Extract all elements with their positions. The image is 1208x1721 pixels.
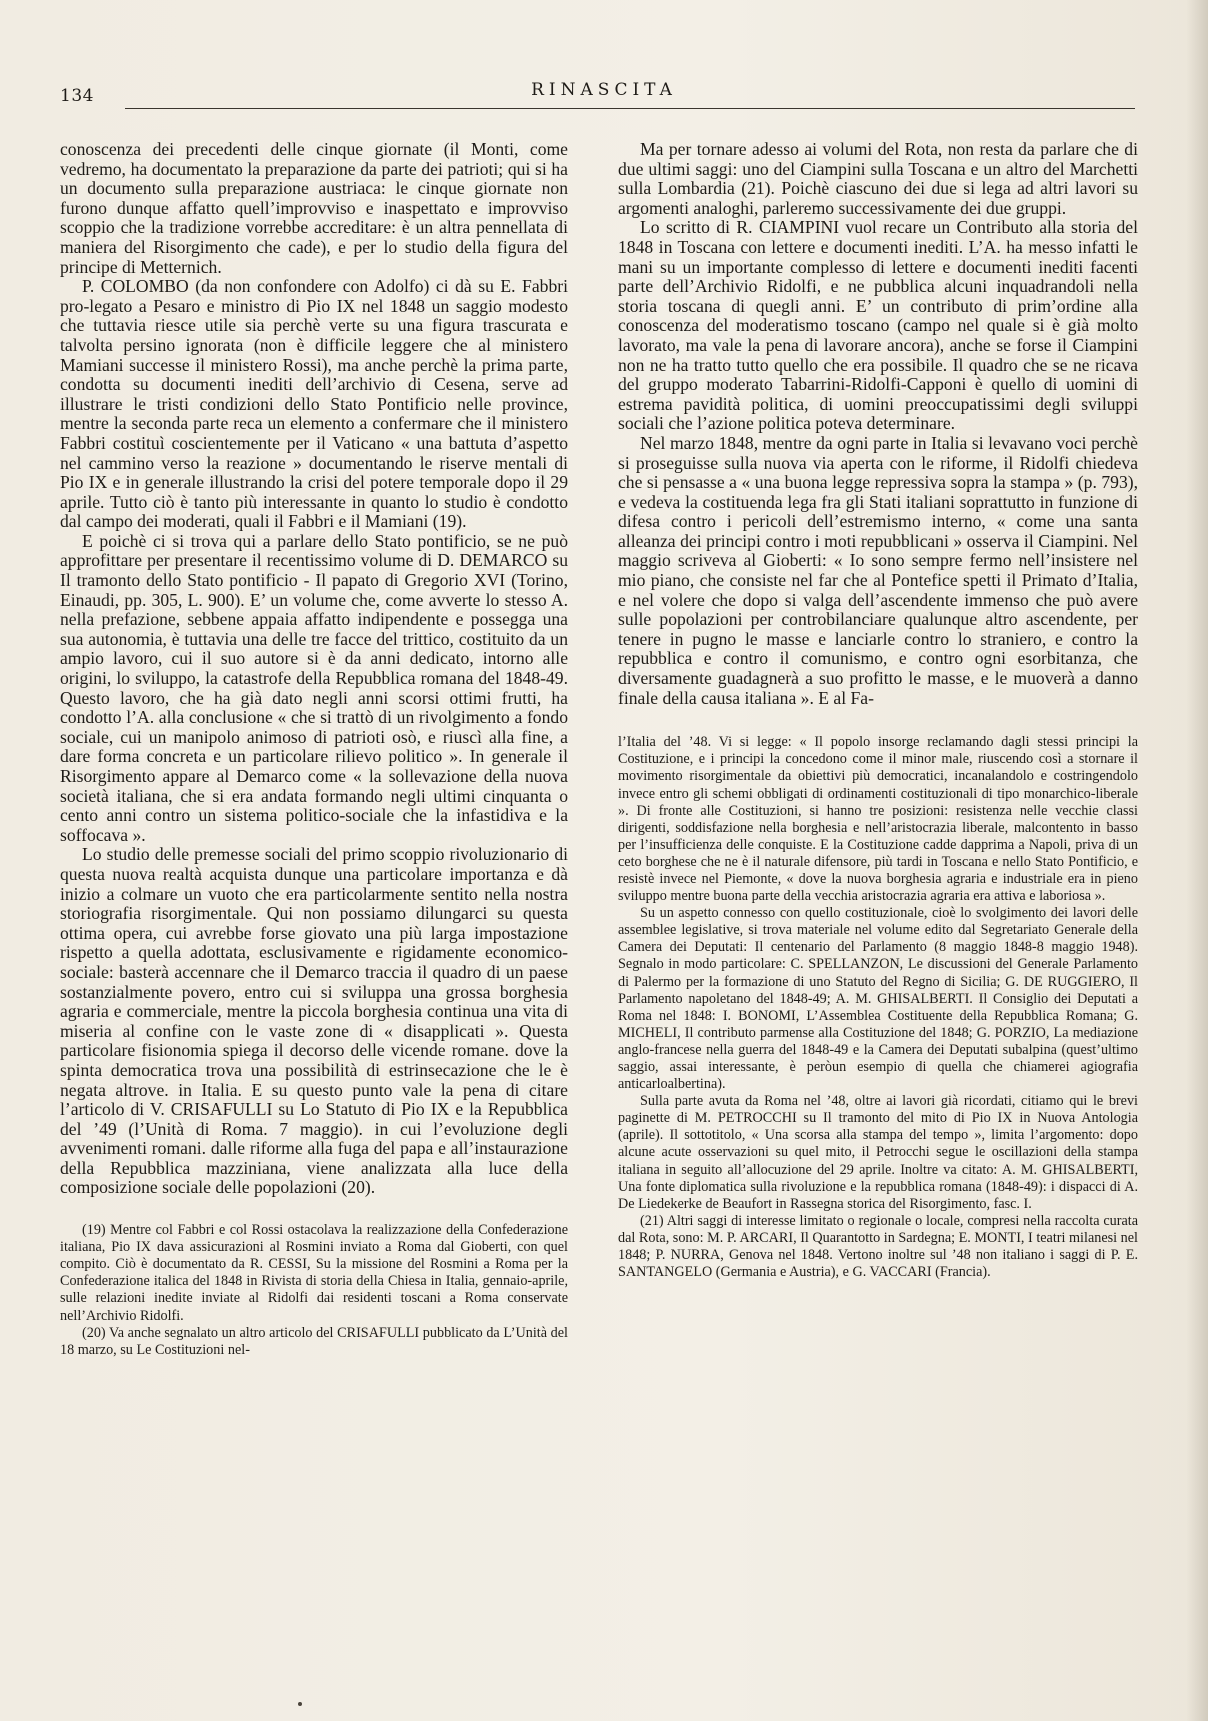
paragraph: Ma per tornare adesso ai volumi del Rota, non resta da parlare che di due ultimi saggi: uno del Ciampini sulla Toscana e un altro del Marchetti sulla Lombardia (21). Poichè ciascuno dei due si lega ad altri lavori su argomenti analoghi, parleremo successivamente dei due gruppi. [618,139,1138,218]
binding-shadow [1186,0,1208,1721]
printer-mark [298,1702,302,1706]
left-column [60,140,568,1359]
paragraph: Lo studio delle premesse sociali del primo scoppio rivoluzionario di questa nuova realtà acquista dunque una particolare importanza e dà inizio a colmare un vuoto che era particolarmente sentito nella nostra storiografia risorgimentale. Qui non possiamo dilungarci su questa ottima opera, cui avrebbe forse giovato una più larga impostazione rispetto a quella adottata, esclusivamente e rigidamente economico-sociale: basterà accennare che il Demarco traccia il quadro di un paese sostanzialmente povero, entro cui si sviluppa una grossa borghesia agraria e commerciale, mentre la piccola borghesia continua una vita di miseria al confine con le vaste zone di « disapplicati ». Questa particolare fisionomia spiega il decorso delle vicende romane. dove la spinta democratica trova una possibilità di estrinsecazione che le è negata altrove. in Italia. E su questo punto vale la pena di citare l’articolo di V. CRISAFULLI su Lo Statuto di Pio IX e la Repubblica del ’49 (l’Unità di Roma. 7 maggio). in cui l’evoluzione degli avvenimenti romani. dalle riforme alla fuga del papa e all’instaurazione della Repubblica mazziniana, viene analizzata alla luce della composizione sociale delle popolazioni (20). [60,844,568,1198]
footnote-paragraph: Su un aspetto connesso con quello costituzionale, cioè lo svolgimento dei lavori delle assemblee legislative, si trova materiale nel volume edito dal Segretariato Generale della Camera dei Deputati: Il centenario del Parlamento (8 maggio 1848-8 maggio 1948). Segnalo in modo particolare: C. SPELLANZON, Le discussioni del Generale Parlamento di Palermo per la formazione di uno Statuto del Regno di Sicilia; G. DE RUGGIERO, Il Parlamento napoletano del 1848-49; A. M. GHISALBERTI. Il Consiglio dei Deputati a Roma nel 1848: I. BONOMI, L’Assemblea Costituente della Repubblica Romana; G. MICHELI, Il contributo parmense alla Costituzione del 1848; G. PORZIO, La mediazione anglo-francese nella guerra del 1848-49 e la Camera dei Deputati subalpina (quest’ultimo saggio, assai interessante, è peròun esempio di quella che chiamerei agiografia anticarloalbertina). [618,905,1138,1093]
footnotes-right [618,734,1138,1281]
footnote-paragraph: Sulla parte avuta da Roma nel ’48, oltre ai lavori già ricordati, citiamo qui le brevi paginette di M. PETROCCHI su Il tramonto del mito di Pio IX in Nuova Antologia (aprile). Il sottotitolo, « Una scorsa alla stampa del tempo », limita l’argomento: dopo alcune acute osservazioni su quel mito, il Petrocchi segue le oscillazioni della stampa italiana in seguito all’allocuzione del 29 aprile. Inoltre va citato: A. M. GHISALBERTI, Una fonte diplomatica sulla rivoluzione e la repubblica romana (1848-49): i dispacci di A. De Liedekerke de Beaufort in Rassegna storica del Risorgimento, fasc. I. [618,1093,1138,1212]
footnote-20-continued: l’Italia del ’48. Vi si legge: « Il popolo insorge reclamando dagli stessi principi la Costituzione, e i principi la concedono come il minor male, riuscendo così a stornare il movimento risorgimentale da obiettivi più democratici, incanalandolo e costringendolo invece entro gli schemi obbligati di ordinamenti costituzionali di tipo monarchico-liberale ». Di fronte alle Costituzioni, si hanno tre posizioni: resistenza nelle vecchie classi dirigenti, soddisfazione nella borghesia e nell’aristocrazia liberale, malcontento in basso per l’insufficienza delle conquiste. E la Costituzione cadde dapprima a Napoli, priva di un ceto borghese che ne è il naturale difensore, più tardi in Toscana e nello Stato Pontificio, e resistè invece nel Piemonte, « dove la nuova borghesia agraria e industriale era in pieno sviluppo mentre buona parte della vecchia aristocrazia agraria era attiva e laboriosa ». [618,734,1138,905]
footnote-20: (20) Va anche segnalato un altro articolo del CRISAFULLI pubblicato da L’Unità del 18 marzo, su Le Costituzioni nel- [60,1324,568,1358]
header-rule [125,108,1135,109]
paragraph: Lo scritto di R. CIAMPINI vuol recare un Contributo alla storia del 1848 in Toscana con lettere e documenti inediti. L’A. ha messo infatti le mani su un importante complesso di lettere e documenti inediti facenti parte dell’Archivio Ridolfi, e ne pubblica alcuni inquadrandoli nella storia toscana di quegli anni. E’ un contributo di prim’ordine alla conoscenza del moderatismo toscano (campo nel quale si è già molto lavorato, ma vale la pena di lavorare ancora), anche se forse il Ciampini non ne ha tratto tutto quello che era possibile. Il quadro che se ne ricava del gruppo moderato Tabarrini-Ridolfi-Capponi è quello di uomini di estrema pavidità politica, di uomini preoccupatissimi degli sviluppi sociali che l’azione politica poteva determinare. [618,217,1138,434]
running-title: RINASCITA [531,80,677,100]
footnote-21: (21) Altri saggi di interesse limitato o regionale o locale, compresi nella raccolta curata dal Rota, sono: M. P. ARCARI, Il Quarantotto in Sardegna; E. MONTI, I teatri milanesi nel 1848; P. NURRA, Genova nel 1848. Vertono inoltre sul ’48 non italiano i saggi di P. E. SANTANGELO (Germania e Austria), e G. VACCARI (Francia). [618,1212,1138,1281]
page-number: 134 [60,86,94,106]
right-column [618,140,1138,1281]
paragraph: P. COLOMBO (da non confondere con Adolfo) ci dà su E. Fabbri pro-legato a Pesaro e ministro di Pio IX nel 1848 un saggio modesto che tuttavia riesce utile sia perchè verte su una figura trascurata e talvolta persino ignorata (non è difficile leggere che al ministero Mamiani successe il ministero Rossi), ma anche perchè la prima parte, condotta su documenti inediti dell’archivio di Cesena, serve ad illustrare le tristi condizioni dello Stato Pontificio nelle province, mentre la seconda parte reca un elemento a confermare che il ministero Fabbri costituì coscientemente per il Vaticano « una battuta d’aspetto nel cammino verso la reazione » documentando le riserve mentali di Pio IX e in generale illustrando la crisi del potere temporale dopo il 29 aprile. Tutto ciò è tanto più interessante in quanto lo studio è condotto dal campo dei moderati, quali il Fabbri e il Mamiani (19). [60,276,568,532]
footnotes-left [60,1222,568,1359]
paragraph: E poichè ci si trova qui a parlare dello Stato pontificio, se ne può approfittare per presentare il recentissimo volume di D. DEMARCO su Il tramonto dello Stato pontificio - Il papato di Gregorio XVI (Torino, Einaudi, pp. 305, L. 900). E’ un volume che, come avverte lo stesso A. nella prefazione, sebbene appaia affatto indipendente e possegga una sua autonomia, è tuttavia una delle tre facce del trittico, costituito da un ampio lavoro, cui il suo autore si è da anni dedicato, intorno alle origini, lo sviluppo, la catastrofe della Repubblica romana del 1848-49. Questo lavoro, che ha già dato negli anni scorsi ottimi frutti, ha condotto l’A. alla conclusione « che si trattò di un rivolgimento a fondo sociale, cui un manipolo animoso di patrioti osò, e riuscì alla fine, a dare forma concreta e un particolare rilievo politico ». In generale il Risorgimento appare al Demarco come « la sollevazione della nuova società italiana, che si era andata formando negli ultimi cinquanta o cento anni contro un sistema politico-sociale che la infastidiva e la soffocava ». [60,530,568,845]
paragraph: Nel marzo 1848, mentre da ogni parte in Italia si levavano voci perchè si proseguisse sulla nuova via aperta con le riforme, il Ridolfi chiedeva che si pensasse a « una buona legge repressiva sopra la stampa » (p. 793), e vedeva la costituenda lega fra gli Stati italiani soprattutto in funzione di difesa contro i pericoli dell’estremismo interno, « come una santa alleanza dei principi contro i moti repubblicani » osserva il Ciampini. Nel maggio scriveva al Gioberti: « Io sono sempre fermo nell’insistere nel mio piano, che consiste nel far che al Pontefice spetti il Primato d’Italia, e nel volere che dopo si valga dell’ascendente immenso che può avere sulle popolazioni per controbilanciare qualunque altro ascendente, per tenere in pugno le masse e lanciarle contro lo straniero, e contro la repubblica e contro il comunismo, e contro ogni esorbitanza, che diversamente guadagnerà a suo profitto le masse, e le muoverà a danno finale della causa italiana ». E al Fa- [618,432,1138,708]
paragraph: conoscenza dei precedenti delle cinque giornate (il Monti, come vedremo, ha documentato la preparazione da parte dei patrioti; qui si ha un documento sulla preparazione austriaca: le cinque giornate non furono dunque affatto quell’improvviso e inaspettato e improvviso scoppio che la tradizione vorrebbe accreditare: è un altra pennellata di maniera del Risorgimento che cade), e per lo studio della figura del principe di Metternich. [60,139,568,277]
footnote-19: (19) Mentre col Fabbri e col Rossi ostacolava la realizzazione della Confederazione italiana, Pio IX dava assicurazioni al Rosmini inviato a Roma dal Gioberti, con quel compito. Ciò è documentato da R. CESSI, Su la missione del Rosmini a Roma per la Confederazione italica del 1848 in Rivista di storia della Chiesa in Italia, gennaio-aprile, sulle relazioni inedite inviate al Ridolfi dai residenti toscani a Roma conservate nell’Archivio Ridolfi. [60,1222,568,1324]
